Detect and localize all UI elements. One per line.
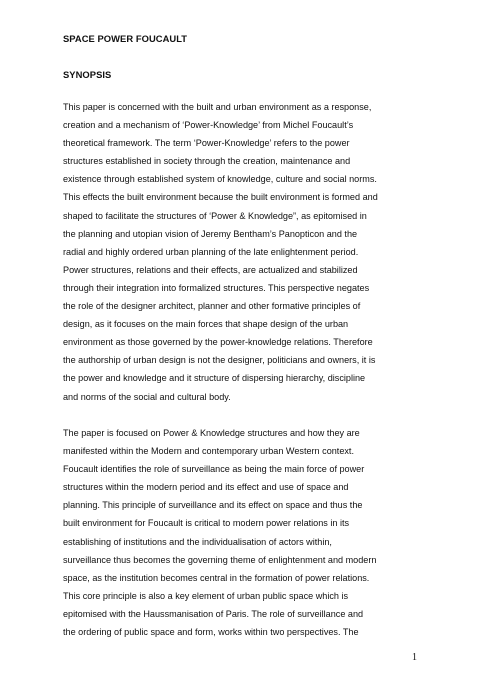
paragraph-2: [63, 424, 463, 641]
text-line: This effects the built environment because the built environment is formed and: [63, 192, 378, 203]
text-line: existence through established system of knowledge, culture and social norms.: [63, 174, 377, 185]
text-line: built environment for Foucault is critical to modern power relations in its: [63, 518, 350, 529]
text-line: through their integration into formalized structures. This perspective negates: [63, 282, 370, 293]
text-line: the authorship of urban design is not the designer, politicians and owners, it is: [63, 355, 376, 366]
text-line: and norms of the social and cultural body.: [63, 391, 231, 402]
text-line: surveillance thus becomes the governing theme of enlightenment and modern: [63, 554, 377, 565]
text-line: establishing of institutions and the individualisation of actors within,: [63, 536, 332, 547]
text-line: structures established in society through the creation, maintenance and: [63, 156, 351, 167]
text-line: space, as the institution becomes central in the formation of power relations.: [63, 572, 370, 583]
text-line: the power and knowledge and it structure of dispersing hierarchy, discipline: [63, 373, 366, 384]
text-line: theoretical framework. The term ‘Power-Knowledge’ refers to the power: [63, 138, 350, 149]
text-line: design, as it focuses on the main forces that shape design of the urban: [63, 319, 349, 330]
text-line: the planning and utopian vision of Jeremy Bentham’s Panopticon and the: [63, 228, 358, 239]
text-line: environment as those governed by the power-knowledge relations. Therefore: [63, 337, 373, 348]
text-line: shaped to facilitate the structures of ‘Power & Knowledge”, as epitomised in: [63, 210, 367, 221]
text-line: This paper is concerned with the built and urban environment as a response,: [63, 102, 372, 112]
text-line: the role of the designer architect, planner and other formative principles of: [63, 301, 361, 312]
text-line: The paper is focused on Power & Knowledge structures and how they are: [63, 428, 360, 438]
text-line: manifested within the Modern and contemporary urban Western context.: [63, 446, 354, 457]
text-line: epitomised with the Haussmanisation of Paris. The role of surveillance and: [63, 608, 364, 619]
text-line: This core principle is also a key element of urban public space which is: [63, 590, 349, 601]
text-line: Power structures, relations and their effects, are actualized and stabilized: [63, 264, 358, 275]
section-heading-synopsis: SYNOPSIS: [63, 69, 112, 80]
text-line: structures within the modern period and its effect and use of space and: [63, 482, 349, 493]
text-line: Foucault identifies the role of surveillance as being the main force of power: [63, 464, 365, 475]
text-line: radial and highly ordered urban planning of the late enlightenment period.: [63, 246, 359, 257]
text-line: planning. This principle of surveillance and its effect on space and thus the: [63, 500, 363, 511]
text-line: creation and a mechanism of ‘Power-Knowledge’ from Michel Foucault’s: [63, 120, 354, 131]
page-number: 1: [412, 652, 417, 663]
paragraph-1: [63, 98, 463, 406]
document-title: SPACE POWER FOUCAULT: [63, 33, 188, 44]
text-line: the ordering of public space and form, works within two perspectives. The: [63, 627, 359, 638]
